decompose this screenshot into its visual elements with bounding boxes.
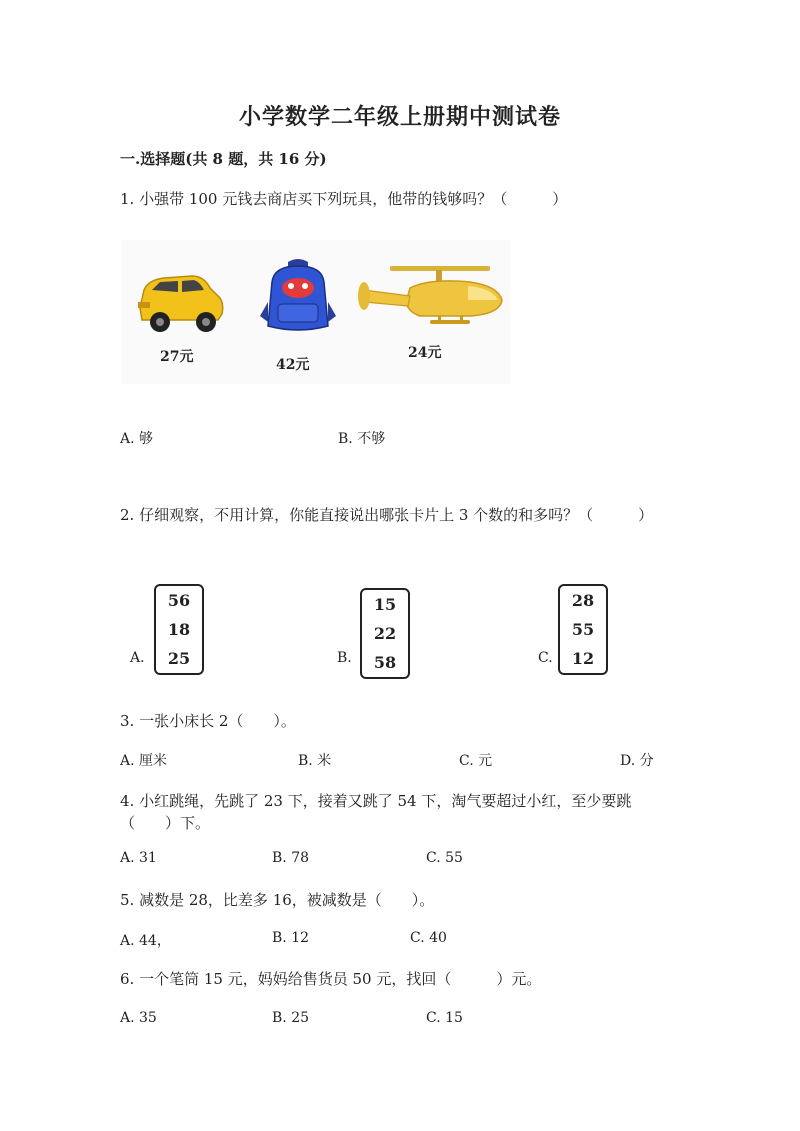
option-c[interactable]: C. 40 bbox=[410, 930, 447, 946]
card-number: 28 bbox=[571, 591, 595, 610]
backpack-icon bbox=[258, 256, 338, 336]
section-heading: 一.选择题(共 8 题，共 16 分) bbox=[120, 150, 327, 168]
option-b[interactable]: B. 米 bbox=[298, 753, 332, 769]
toy-price: 27元 bbox=[160, 349, 194, 365]
question-3-text: 3. 一张小床长 2（ ）。 bbox=[120, 712, 296, 730]
question-2-text: 2. 仔细观察，不用计算，你能直接说出哪张卡片上 3 个数的和多吗？（ ） bbox=[120, 506, 654, 524]
helicopter-icon bbox=[350, 262, 508, 336]
card-number: 58 bbox=[373, 653, 397, 672]
card-b-label[interactable]: B. bbox=[337, 650, 352, 666]
card-number: 56 bbox=[167, 591, 191, 610]
option-a[interactable]: A. 够 bbox=[120, 431, 154, 447]
card-number: 22 bbox=[373, 624, 397, 643]
number-card-b[interactable] bbox=[360, 588, 410, 679]
card-number: 12 bbox=[571, 649, 595, 668]
car-icon bbox=[134, 268, 226, 336]
option-d[interactable]: D. 分 bbox=[620, 753, 654, 769]
question-1-text: 1. 小强带 100 元钱去商店买下列玩具，他带的钱够吗？（ ） bbox=[120, 190, 568, 208]
option-a[interactable]: A. 35 bbox=[120, 1010, 157, 1026]
toy-picture bbox=[122, 240, 510, 384]
toy-price: 24元 bbox=[408, 345, 442, 361]
card-number: 25 bbox=[167, 649, 191, 668]
option-c[interactable]: C. 元 bbox=[459, 753, 493, 769]
question-5-text: 5. 减数是 28，比差多 16，被减数是（ ）。 bbox=[120, 891, 435, 909]
number-card-c[interactable] bbox=[558, 584, 608, 675]
option-c[interactable]: C. 55 bbox=[426, 850, 463, 866]
question-6-text: 6. 一个笔筒 15 元，妈妈给售货员 50 元，找回（ ）元。 bbox=[120, 970, 542, 988]
card-c-label[interactable]: C. bbox=[538, 650, 553, 666]
toy-price: 42元 bbox=[276, 357, 310, 373]
option-b[interactable]: B. 25 bbox=[272, 1010, 310, 1026]
card-number: 18 bbox=[167, 620, 191, 639]
option-b[interactable]: B. 78 bbox=[272, 850, 310, 866]
option-b[interactable]: B. 12 bbox=[272, 930, 310, 946]
number-card-a[interactable] bbox=[154, 584, 204, 675]
page-title: 小学数学二年级上册期中测试卷 bbox=[238, 104, 561, 130]
option-a[interactable]: A. 31 bbox=[120, 850, 157, 866]
question-4-text-line1: 4. 小红跳绳，先跳了 23 下，接着又跳了 54 下，淘气要超过小红，至少要跳 bbox=[120, 792, 632, 810]
option-a[interactable]: A. 44， bbox=[120, 933, 171, 949]
option-b[interactable]: B. 不够 bbox=[338, 431, 386, 447]
option-a[interactable]: A. 厘米 bbox=[120, 753, 168, 769]
card-a-label[interactable]: A. bbox=[130, 650, 145, 666]
card-number: 15 bbox=[373, 595, 397, 614]
card-number: 55 bbox=[571, 620, 595, 639]
option-c[interactable]: C. 15 bbox=[426, 1010, 463, 1026]
question-4-text-line2: （ ）下。 bbox=[120, 814, 211, 832]
